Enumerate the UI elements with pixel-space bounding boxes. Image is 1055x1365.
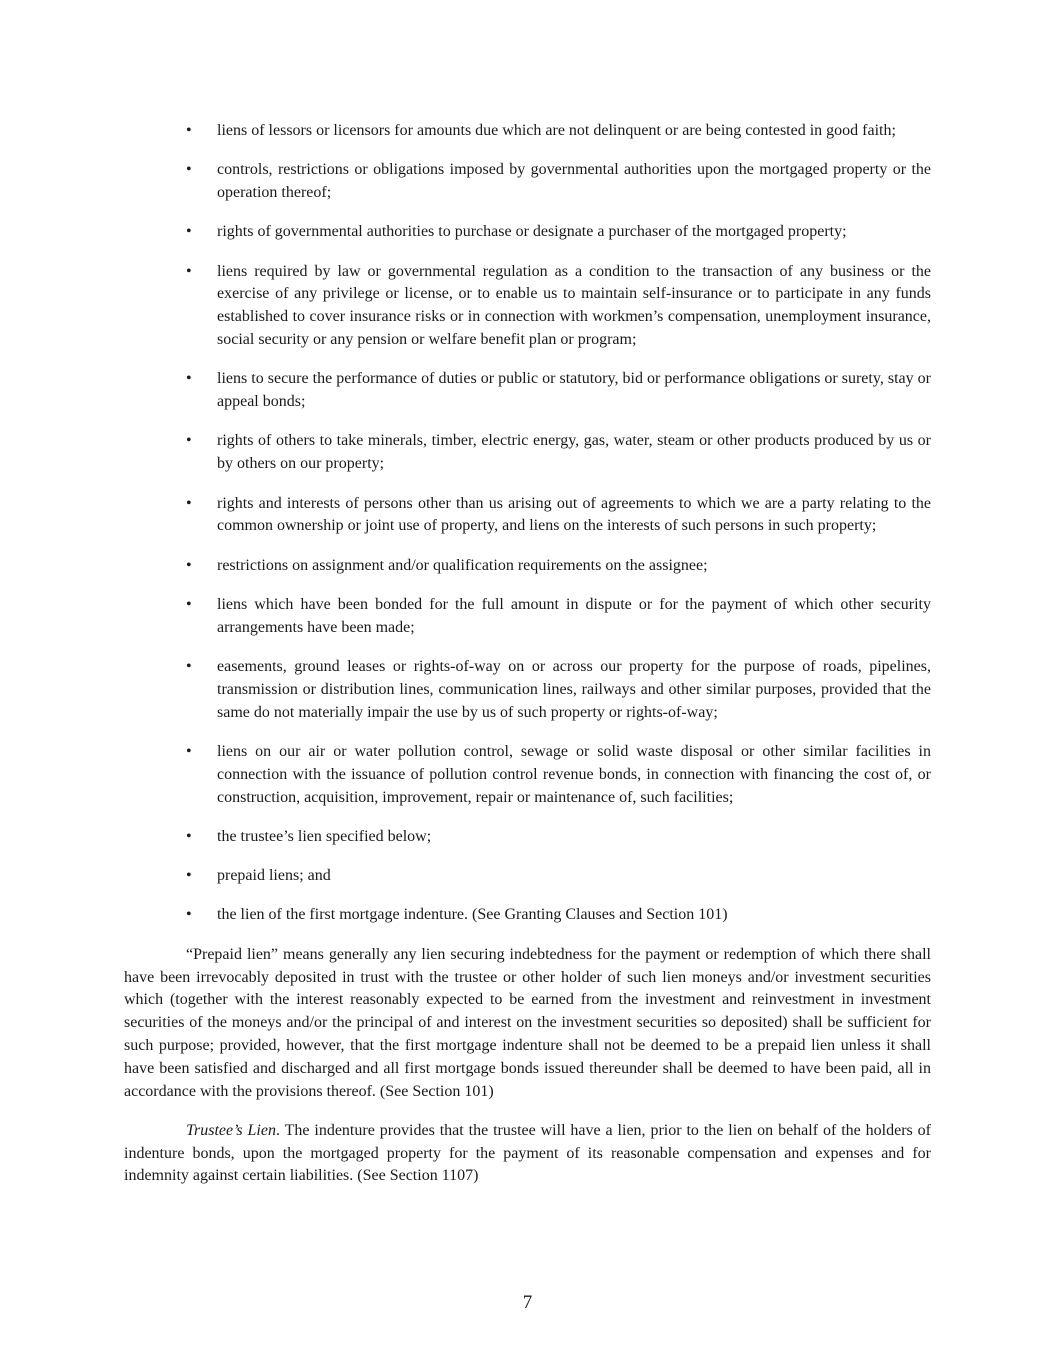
list-item xyxy=(124,159,931,205)
bullet-marker: • xyxy=(186,432,192,450)
list-item xyxy=(124,826,931,849)
bullet-marker: • xyxy=(186,556,192,574)
list-item xyxy=(124,430,931,476)
list-item xyxy=(124,261,931,352)
trustee-lien-separator: . xyxy=(275,1121,285,1139)
list-item xyxy=(124,904,931,927)
document-page xyxy=(124,120,931,1205)
bullet-marker: • xyxy=(186,223,192,241)
permitted-liens-list xyxy=(124,120,931,927)
trustee-lien-text: The indenture provides that the trustee will have a lien, prior to the lien on behalf of the holders of indenture bonds, upon the mortgaged property for the payment of its reasonable compensation and expenses and for indemnity against certain liabilities. (See Section 1107) xyxy=(124,1121,931,1185)
prepaid-lien-paragraph: “Prepaid lien” means generally any lien securing indebtedness for the payment or redemption of which there shall have been irrevocably deposited in trust with the trustee or other holder of such lien moneys and/or investment securities which (together with the interest reasonably expected to be earned from the investment and reinvestment in investment securities of the moneys and/or the principal of and interest on the investment securities so deposited) shall be sufficient for such purpose; provided, however, that the first mortgage indenture shall not be deemed to be a prepaid lien unless it shall have been satisfied and discharged and all first mortgage bonds issued thereunder shall be deemed to have been paid, all in accordance with the provisions thereof. (See Section 101) xyxy=(124,945,931,1100)
bullet-marker: • xyxy=(186,161,192,179)
bullet-marker: • xyxy=(186,262,192,280)
bullet-marker: • xyxy=(186,827,192,845)
list-item-text: the lien of the first mortgage indenture. (See Granting Clauses and Section 101) xyxy=(217,906,728,924)
list-item-text: rights of governmental authorities to purchase or designate a purchaser of the mortgaged property; xyxy=(217,223,847,241)
list-item xyxy=(124,741,931,809)
list-item-text: prepaid liens; and xyxy=(217,867,331,885)
list-item xyxy=(124,865,931,888)
list-item xyxy=(124,221,931,244)
bullet-marker: • xyxy=(186,370,192,388)
list-item-text: liens required by law or governmental regulation as a condition to the transaction of any business or the exercise of any privilege or license, or to enable us to maintain self-insurance or to participate in any funds established to cover insurance risks or in connection with workmen’s compensation, unemployment insurance, social security or any pension or welfare benefit plan or program; xyxy=(217,262,931,349)
list-item-text: liens of lessors or licensors for amounts due which are not delinquent or are being contested in good faith; xyxy=(217,122,896,139)
list-item-text: easements, ground leases or rights-of-way on or across our property for the purpose of roads, pipelines, transmission or distribution lines, communication lines, railways and other similar purposes, provided that the same do not materially impair the use by us of such property or rights-of-way; xyxy=(217,658,931,721)
bullet-marker: • xyxy=(186,906,192,924)
bullet-marker: • xyxy=(186,658,192,676)
trustee-lien-heading: Trustee’s Lien xyxy=(186,1121,276,1139)
list-item xyxy=(124,368,931,414)
bullet-marker: • xyxy=(186,742,192,760)
list-item-text: liens to secure the performance of duties or public or statutory, bid or performance obligations or surety, stay or appeal bonds; xyxy=(217,370,931,411)
bullet-marker: • xyxy=(186,494,192,512)
list-item xyxy=(124,120,931,143)
list-item xyxy=(124,594,931,640)
list-item-text: rights of others to take minerals, timber, electric energy, gas, water, steam or other products produced by us or by others on our property; xyxy=(217,432,931,473)
list-item-text: controls, restrictions or obligations imposed by governmental authorities upon the mortgaged property or the operation thereof; xyxy=(217,161,931,202)
trustee-lien-paragraph xyxy=(124,1120,931,1188)
list-item xyxy=(124,656,931,724)
list-item-text: rights and interests of persons other than us arising out of agreements to which we are a party relating to the common ownership or joint use of property, and liens on the interests of such persons in such property; xyxy=(217,494,931,535)
list-item-text: restrictions on assignment and/or qualification requirements on the assignee; xyxy=(217,556,708,574)
list-item-text: liens which have been bonded for the full amount in dispute or for the payment of which other security arrangements have been made; xyxy=(217,595,931,636)
page-number: 7 xyxy=(522,1292,533,1313)
list-item xyxy=(124,555,931,578)
bullet-marker: • xyxy=(186,867,192,885)
list-item-text: the trustee’s lien specified below; xyxy=(217,827,432,845)
list-item xyxy=(124,493,931,539)
list-item-text: liens on our air or water pollution control, sewage or solid waste disposal or other similar facilities in connection with the issuance of pollution control revenue bonds, in connection with financing the cost of, or construction, acquisition, improvement, repair or maintenance of, such facilities; xyxy=(217,742,931,806)
bullet-marker: • xyxy=(186,122,192,139)
bullet-marker: • xyxy=(186,595,192,613)
